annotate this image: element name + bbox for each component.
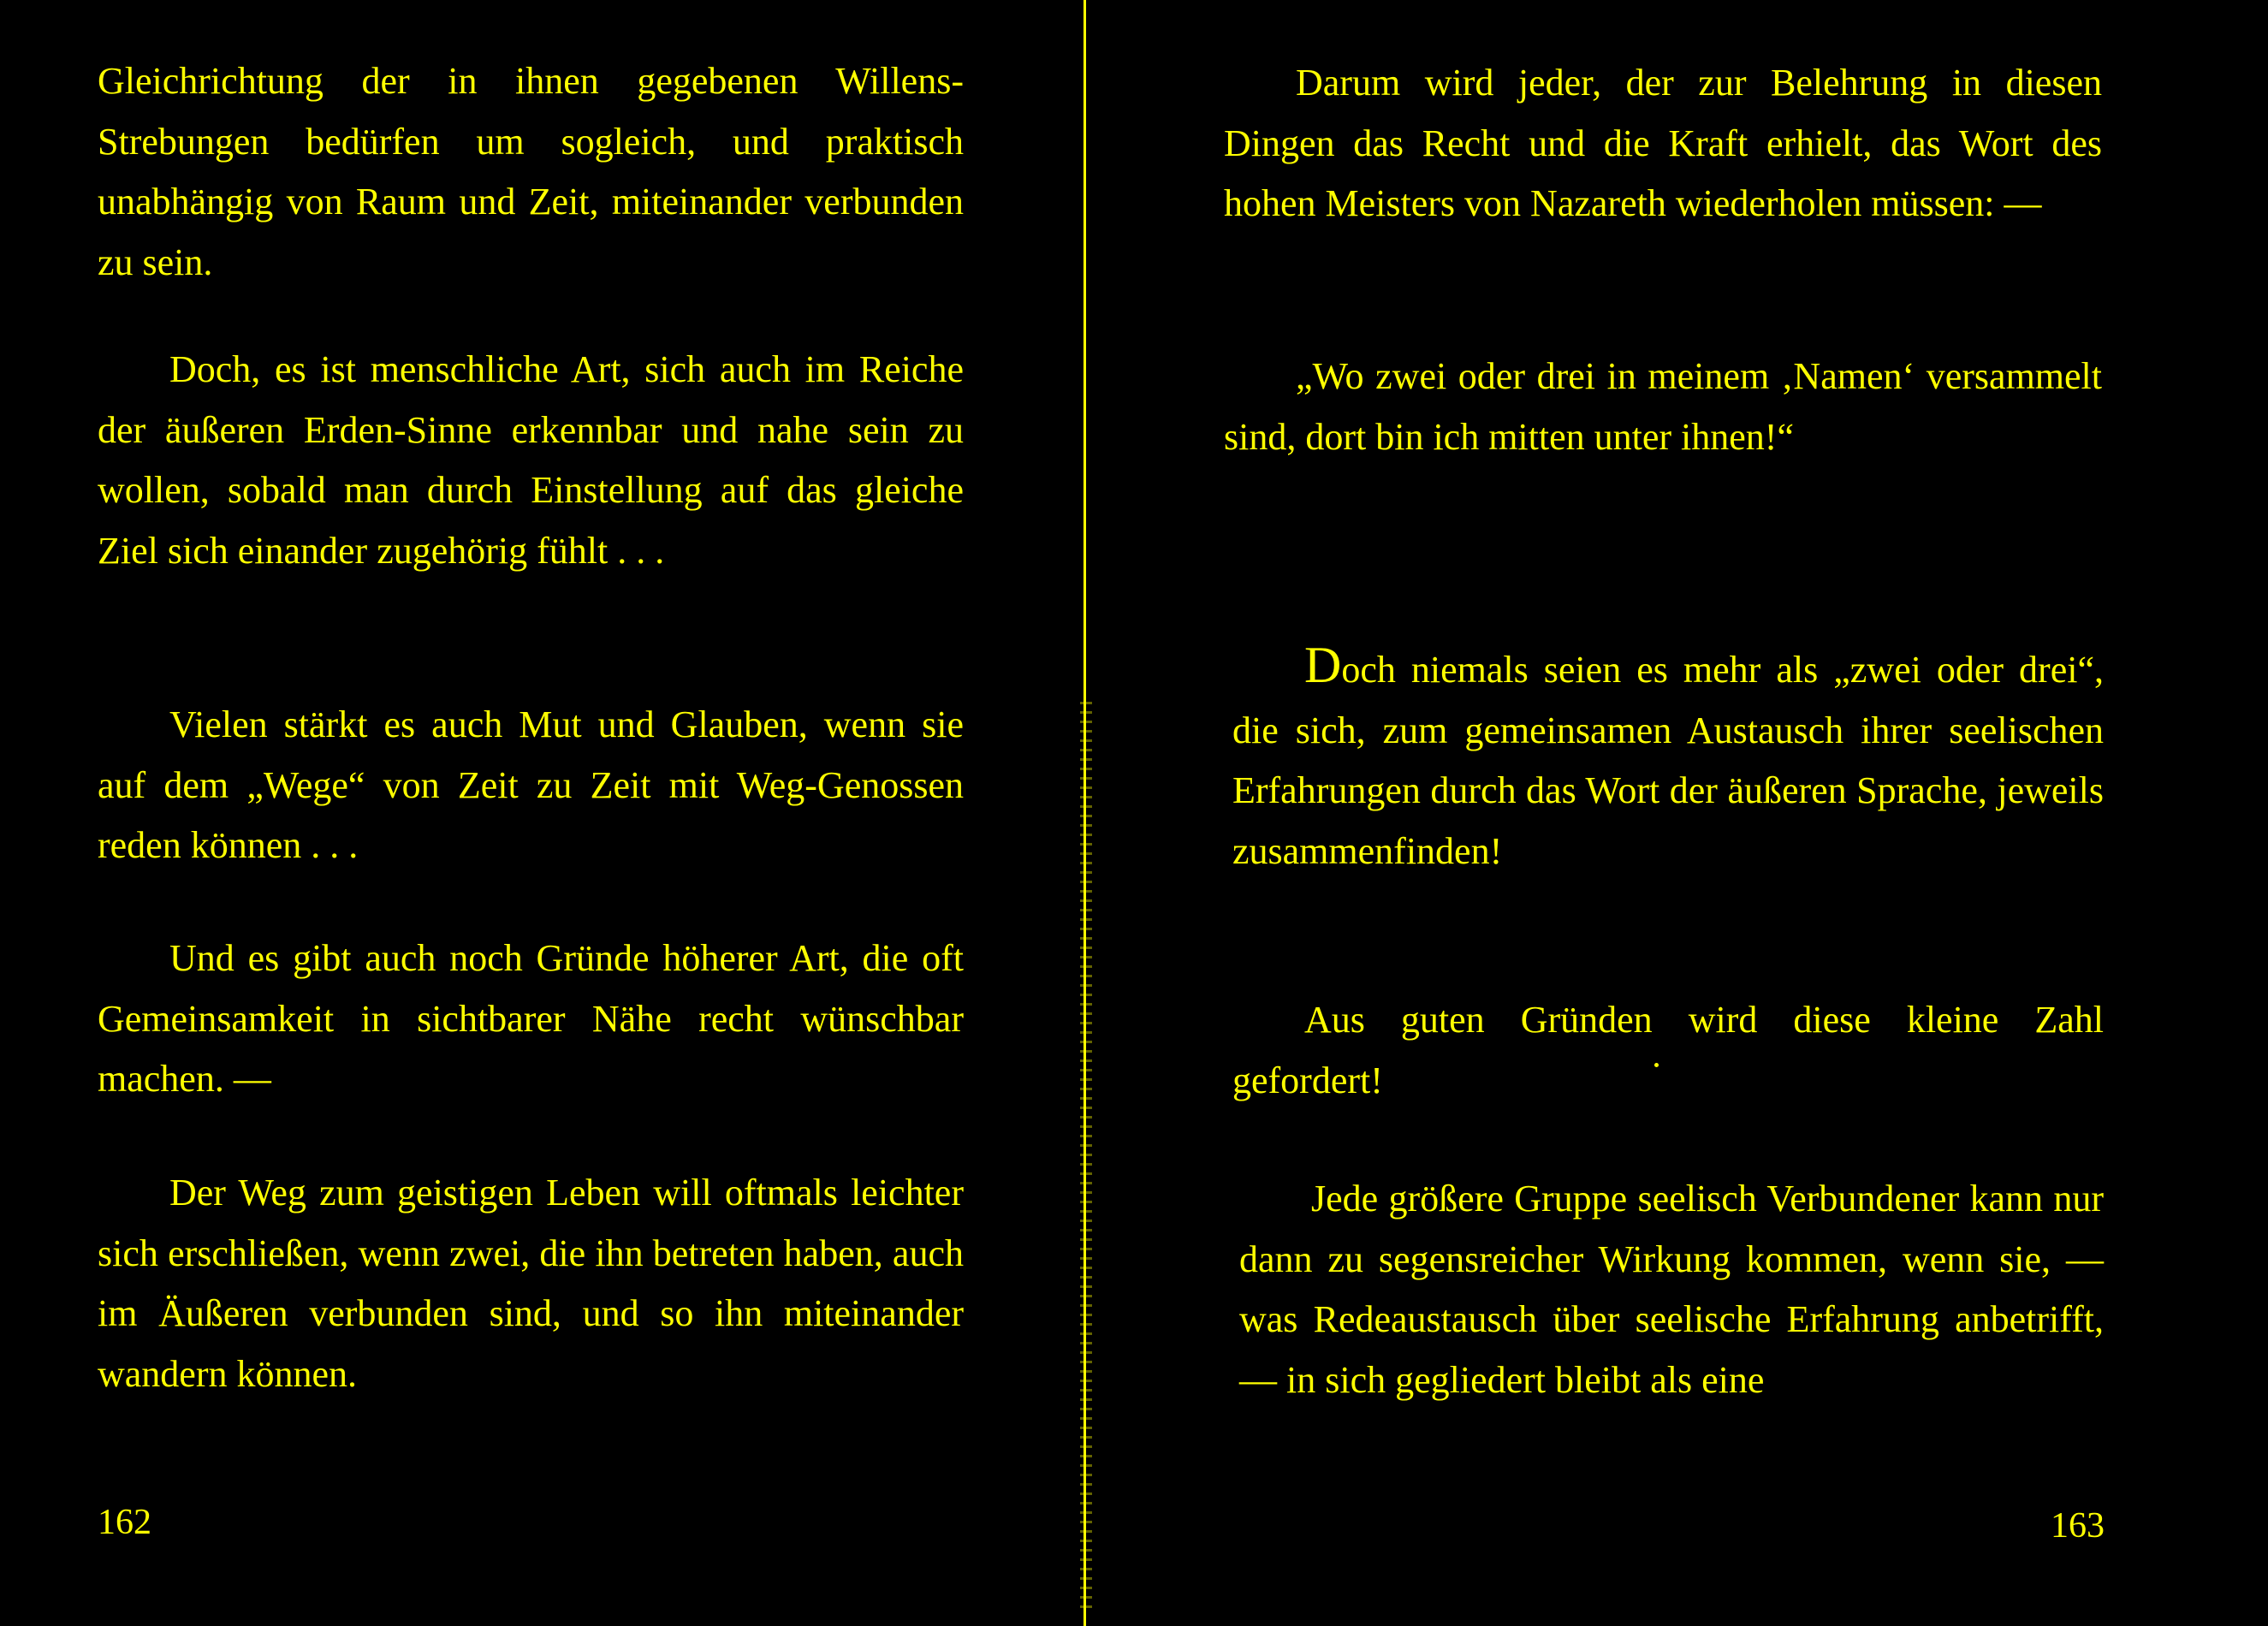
left-paragraph-5: Der Weg zum geistigen Leben will oftmals leichter sich erschließen, wenn zwei, die ihn betreten haben, auch im Äußeren verbunden sind, und so ihn miteinander wandern können. bbox=[98, 1172, 964, 1395]
left-paragraph-2: Doch, es ist menschliche Art, sich auch im Reiche der äußeren Erden-Sinne erkennbar und nahe sein zu wollen, sobald man durch Einstellung auf das gleiche Ziel sich einander zugehörig fühlt . . . bbox=[98, 348, 964, 572]
gutter-texture bbox=[1080, 702, 1092, 1609]
left-paragraph-1: Gleichrichtung der in ihnen gegebenen Willens-Strebungen bedürfen um sogleich, und praktisch unabhängig von Raum und Zeit, miteinander verbunden zu sein. bbox=[98, 60, 964, 283]
page-number-right: 163 bbox=[2051, 1506, 2105, 1546]
right-paragraph-2: „Wo zwei oder drei in meinem ‚Namen‘ versammelt sind, dort bin ich mitten unter ihnen!“ bbox=[1224, 355, 2102, 458]
page-number-left: 162 bbox=[98, 1503, 151, 1542]
ink-speck bbox=[1654, 1063, 1659, 1067]
right-paragraph-4: Aus guten Gründen wird diese kleine Zahl gefordert! bbox=[1232, 999, 2104, 1101]
right-page bbox=[1092, 0, 2268, 1626]
right-paragraph-1: Darum wird jeder, der zur Belehrung in diesen Dingen das Recht und die Kraft erhielt, das Wort des hohen Meisters von Nazareth wiederholen müssen: — bbox=[1224, 62, 2102, 224]
right-paragraph-5: Jede größere Gruppe seelisch Verbundener kann nur dann zu segensreicher Wirkung kommen, wenn sie, — was Redeaustausch über seelische Erfahrung anbetrifft, — in sich gegliedert bleibt als eine bbox=[1239, 1178, 2104, 1401]
left-paragraph-4: Und es gibt auch noch Gründe höherer Art, die oft Gemeinsamkeit in sichtbarer Nähe recht wünschbar machen. — bbox=[98, 937, 964, 1100]
right-paragraph-3: Doch niemals seien es mehr als „zwei oder drei“, die sich, zum gemeinsamen Austausch ihrer seelischen Erfahrungen durch das Wort der äußeren Sprache, jeweils zusammenfinden! bbox=[1232, 637, 2104, 872]
left-page bbox=[0, 0, 1080, 1626]
left-paragraph-3: Vielen stärkt es auch Mut und Glauben, wenn sie auf dem „Wege“ von Zeit zu Zeit mit Weg-Genossen reden können . . . bbox=[98, 703, 964, 866]
book-gutter bbox=[1080, 0, 1092, 1626]
